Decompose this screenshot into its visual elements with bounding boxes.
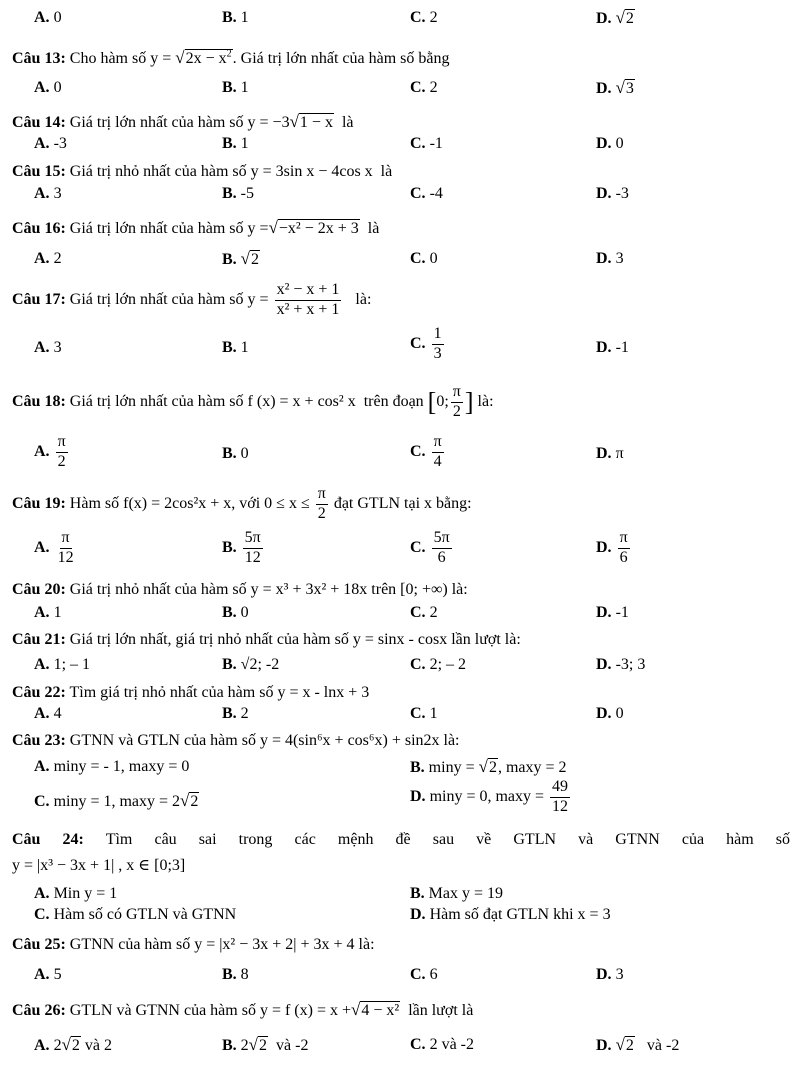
question-19-options [0, 530, 800, 574]
question-15: Câu 15: Giá trị nhỏ nhất của hàm số y = 3sin x − 4cos x là [12, 163, 393, 180]
option-c: C. 6 [410, 966, 438, 983]
top-option-c: C. 2 [410, 9, 438, 26]
option-c: C. 2; – 2 [410, 656, 467, 673]
question-20: Câu 20: Giá trị nhỏ nhất của hàm số y = x³ + 3x² + 18x trên [0; +∞) là: [12, 581, 468, 598]
question-23-options-cd [0, 779, 800, 823]
question-23: Câu 23: GTNN và GTLN của hàm số y = 4(sin⁶x + cos⁶x) + sin2x là: [12, 732, 460, 749]
option-c: C. miny = 1, maxy = 2√2 [34, 791, 199, 810]
option-b: B. 2√2 và -2 [222, 1035, 309, 1054]
option-b: B. $\frac{5\pi}{12}$ [222, 529, 261, 566]
option-a: A. 5 [34, 966, 62, 983]
option-a: A. 3 [34, 339, 62, 356]
top-option-a: A. 0 [34, 9, 62, 26]
option-d: D. -1 [596, 604, 629, 621]
option-d: D. 3 [596, 250, 624, 267]
option-b: B. 0 [222, 604, 249, 621]
question-18-options [0, 434, 800, 478]
option-c: C. 2 [410, 604, 438, 621]
question-13: Câu 13: Cho hàm số $y = √2x - x^2$. Giá trị lớn nhất của hàm số bằng [12, 48, 450, 67]
option-b: B. √2; -2 [222, 656, 280, 673]
question-17-options [0, 326, 800, 370]
option-d: D. √2 và -2 [596, 1035, 680, 1054]
option-a: A. 0 [34, 79, 62, 96]
option-c: C. 1 [410, 705, 438, 722]
option-c: C. -4 [410, 185, 443, 202]
option-c: C. $\frac{5\pi}{6}$ [410, 529, 450, 566]
option-a: A. 4 [34, 705, 62, 722]
option-b: B. 0 [222, 445, 249, 462]
option-d: D. -3 [596, 185, 629, 202]
option-c: C. 2 [410, 79, 438, 96]
option-a: A. 2√2 và 2 [34, 1035, 113, 1054]
question-24-line1: Câu 24: Tìm câu sai trong các mệnh đề sau về GTLN và GTNN của hàm số [12, 831, 791, 848]
option-a: A. 1; – 1 [34, 656, 91, 673]
question-21: Câu 21: Giá trị lớn nhất, giá trị nhỏ nhất của hàm số y = sinx - cosx lần lượt là: [12, 631, 521, 648]
option-d: D. √3 [596, 78, 634, 97]
option-a: A. $\frac{\pi}{2}$ [34, 433, 66, 470]
option-a: A. -3 [34, 135, 67, 152]
option-a: A. 2 [34, 250, 62, 267]
option-c: C. $\frac{1}{3}$ [410, 325, 442, 362]
question-17: Câu 17: Giá trị lớn nhất của hàm số y = $\frac{\text{x² − x + 1}}{\text{x² + x + 1}}$ là: [12, 281, 372, 318]
option-c: C. $\frac{\pi}{4}$ [410, 433, 442, 470]
option-b: B. 1 [222, 79, 249, 96]
option-a: A. 1 [34, 604, 62, 621]
option-a: A. Min y = 1 [34, 885, 118, 902]
top-option-b: B. 1 [222, 9, 249, 26]
option-a: A. 3 [34, 185, 62, 202]
question-22: Câu 22: Tìm giá trị nhỏ nhất của hàm số y = x - lnx + 3 [12, 684, 370, 701]
option-a: A. miny = - 1, maxy = 0 [34, 758, 190, 775]
question-18: Câu 18: Giá trị lớn nhất của hàm số f (x) = x + cos² x trên đoạn [0; $\frac{\pi}{2}$ ] là: [12, 383, 494, 420]
option-b: B. 2 [222, 705, 249, 722]
question-14: Câu 14: Giá trị lớn nhất của hàm số y = −3√1 − x là [12, 112, 354, 131]
top-option-d: D. √2 [596, 8, 634, 27]
question-24-line2: y = |x³ − 3x + 1| , x ∈ [0;3] [12, 857, 186, 874]
option-c: C. 0 [410, 250, 438, 267]
option-b: B. 1 [222, 135, 249, 152]
option-d: D. Hàm số đạt GTLN khi x = 3 [410, 906, 611, 923]
option-c: C. Hàm số có GTLN và GTNN [34, 906, 237, 923]
option-b: B. √2 [222, 249, 260, 268]
option-b: B. 8 [222, 966, 249, 983]
option-b: B. -5 [222, 185, 254, 202]
option-b: B. 1 [222, 339, 249, 356]
option-d: D. miny = 0, maxy = $\frac{49}{12}$ [410, 778, 569, 815]
option-b: B. miny = √2, maxy = 2 [410, 757, 567, 776]
option-b: B. Max y = 19 [410, 885, 504, 902]
option-c: C. 2 và -2 [410, 1036, 474, 1053]
question-19: Câu 19: Hàm số f(x) = 2cos²x + x, với 0 ≤ x ≤ $\frac{\pi}{2}$ đạt GTLN tại x bằng: [12, 485, 472, 522]
option-d: D. π [596, 445, 624, 462]
option-a: A. $\frac{\pi}{12}$ [34, 529, 74, 566]
question-25: Câu 25: GTNN của hàm số y = |x² − 3x + 2| + 3x + 4 là: [12, 936, 375, 953]
option-d: D. $\frac{\pi}{6}$ [596, 529, 628, 566]
option-d: D. 0 [596, 135, 624, 152]
option-c: C. -1 [410, 135, 443, 152]
question-16: Câu 16: Giá trị lớn nhất của hàm số y =√−x² − 2x + 3 là [12, 218, 380, 237]
option-d: D. -3; 3 [596, 656, 646, 673]
option-d: D. 3 [596, 966, 624, 983]
question-26: Câu 26: GTLN và GTNN của hàm số y = f (x) = x +√4 − x² lần lượt là [12, 1000, 474, 1019]
option-d: D. 0 [596, 705, 624, 722]
option-d: D. -1 [596, 339, 629, 356]
